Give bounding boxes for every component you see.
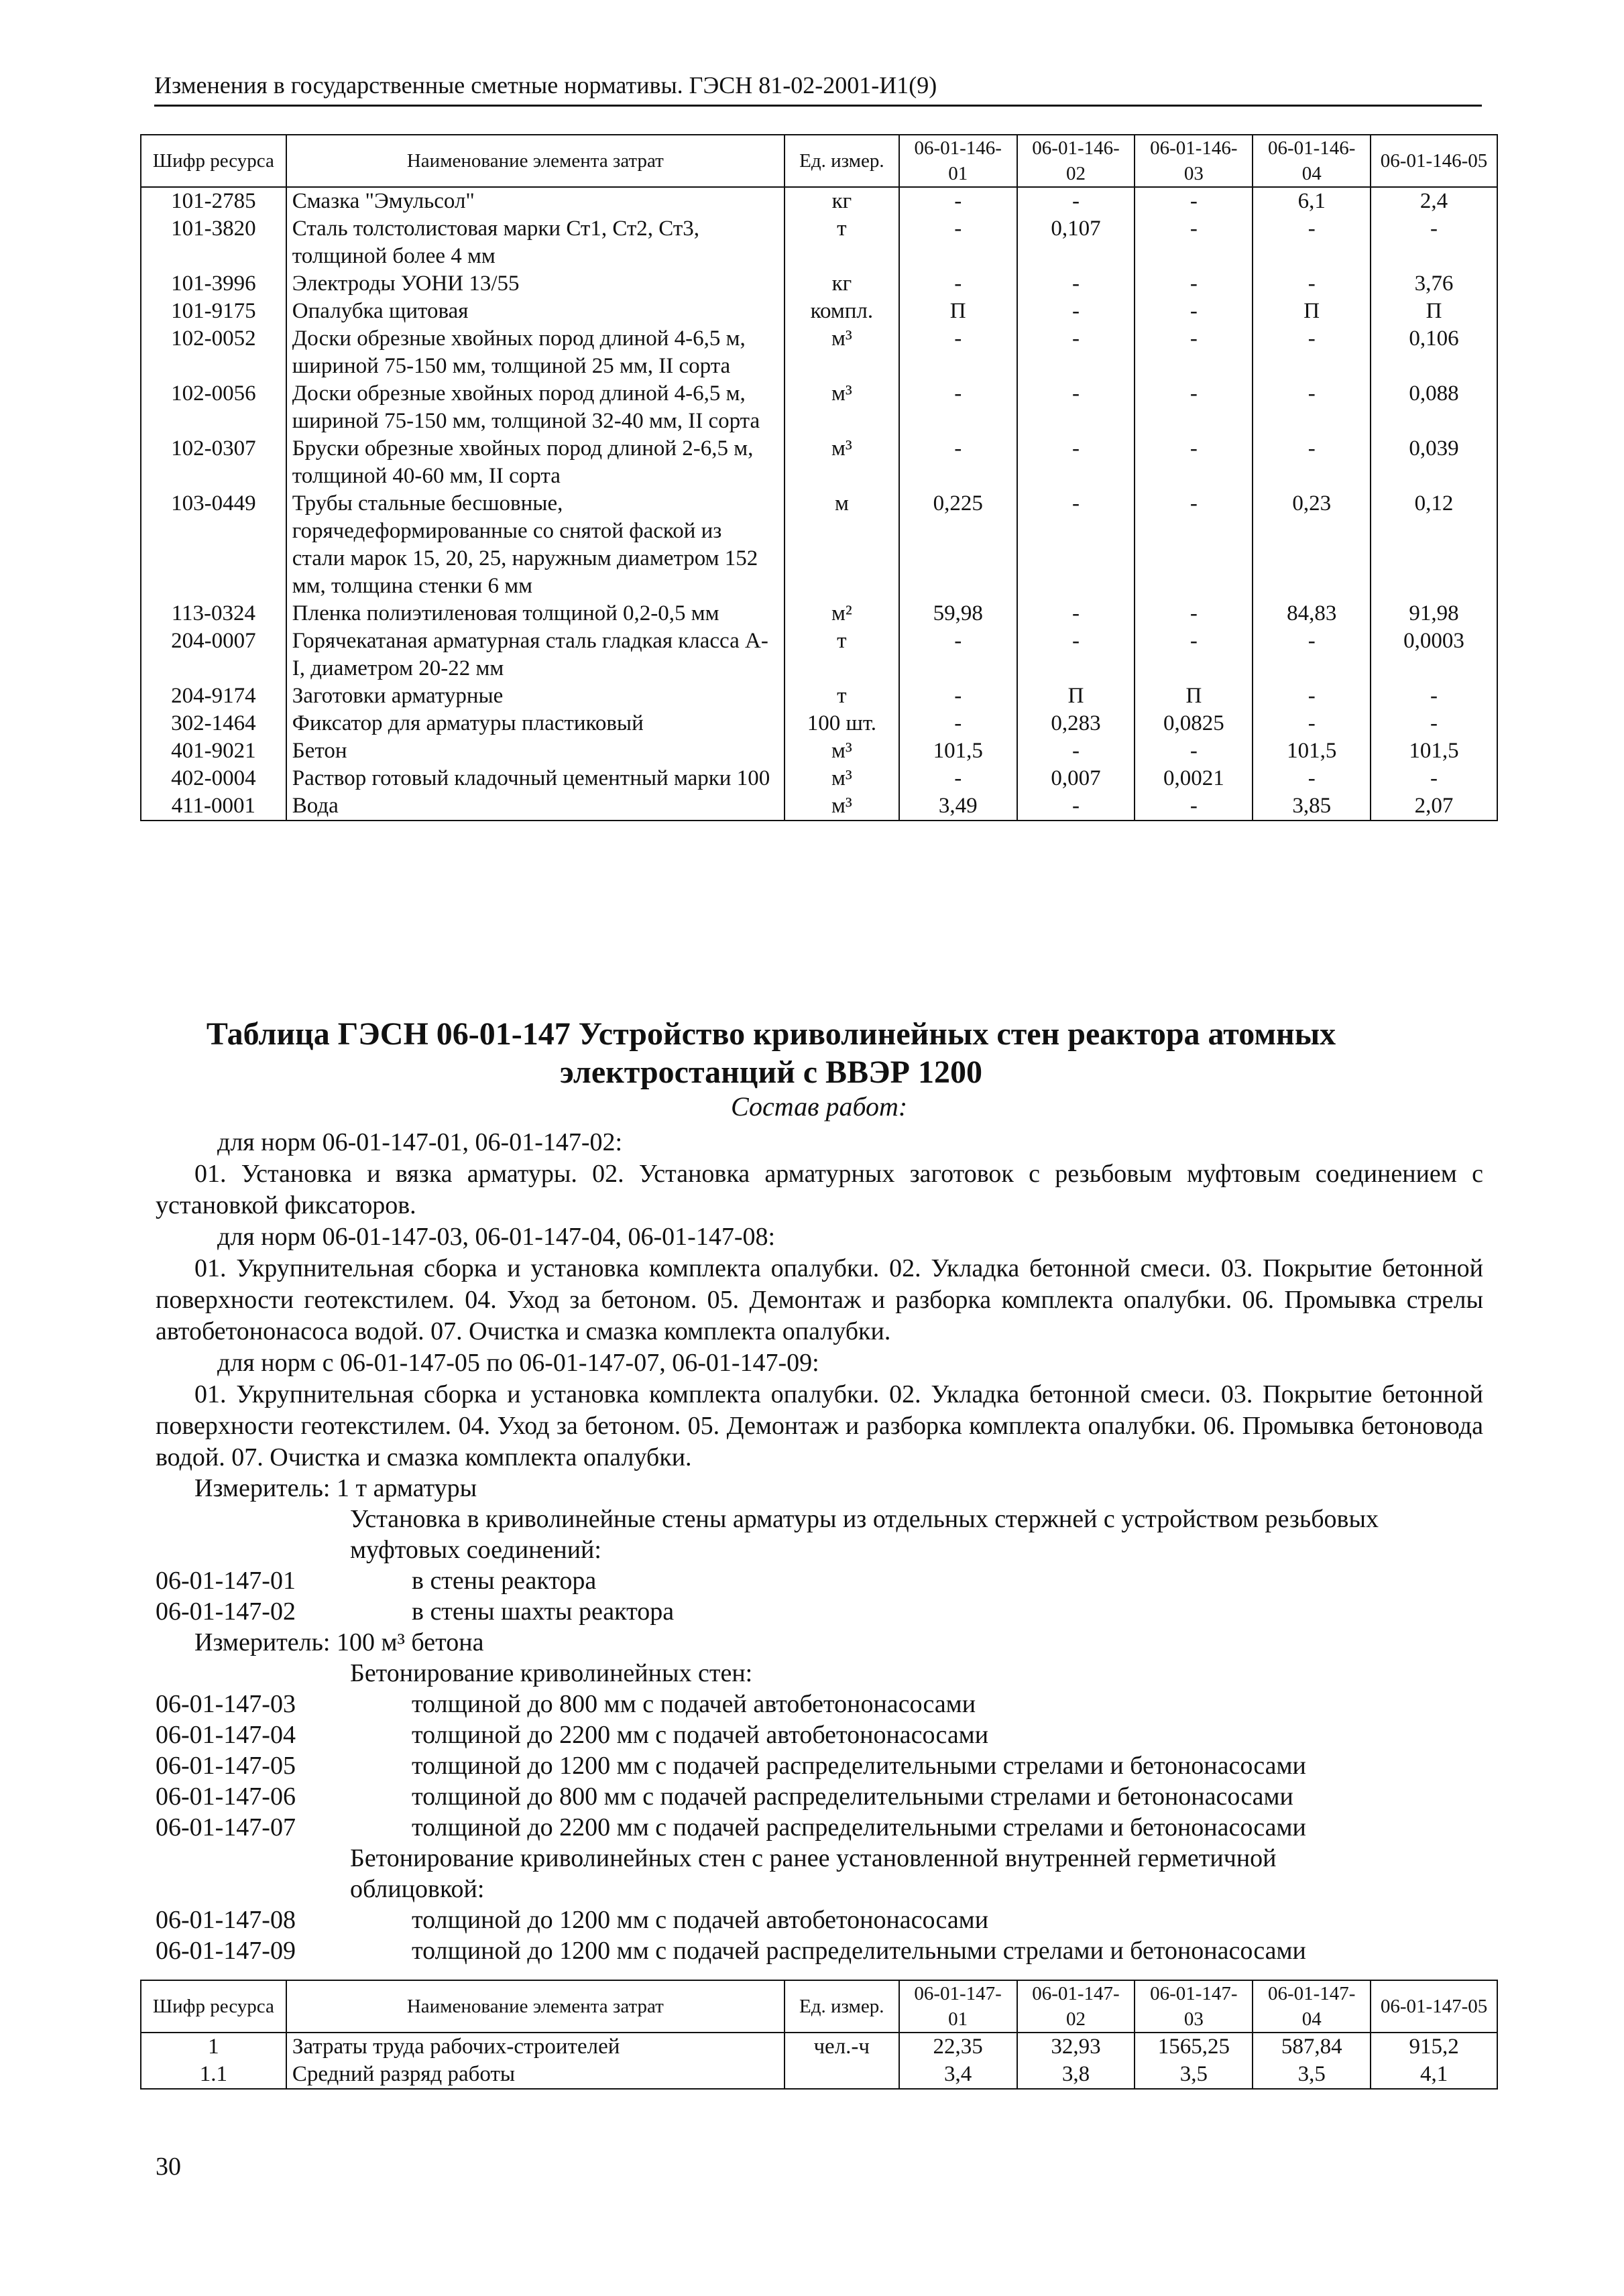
column-header: Ед. измер. [785,1980,899,2033]
norm-value: - [1017,270,1135,298]
resource-name: Бруски обрезные хвойных пород длиной 2-6,5 м, толщиной 40-60 мм, II сорта [286,435,785,490]
norm-value: - [1253,765,1371,792]
norm-code: 06-01-147-07 [156,1813,296,1841]
group2: Бетонирование криволинейных стен: [350,1659,753,1687]
table-row [141,2061,1497,2089]
resource-table-147 [140,1980,1498,2090]
group3-line1: Бетонирование криволинейных стен с ранее установленной внутренней герметичной [350,1844,1277,1872]
resource-unit: 100 шт. [785,710,899,737]
resource-unit: м³ [785,325,899,380]
resource-code: 113-0324 [141,600,286,627]
norms-text-2: 01. Укрупнительная сборка и установка комплекта опалубки. 02. Укладка бетонной смеси. 03. Покрытие бетонной поверхности геотекстилем. 04. Уход за бетоном. 05. Демонтаж и разборка комплекта опалубки. 06. Промывка стрелы автобетононасоса водой. 07. Очистка и смазка комплекта опалубки. [156,1254,1483,1345]
norms-block-1 [156,1127,1483,1221]
norm-value: - [1135,270,1253,298]
norm-value: - [1017,490,1135,600]
resource-unit: м [785,490,899,600]
norm-value: - [899,215,1017,270]
resource-code: 302-1464 [141,710,286,737]
column-header: 06-01-146-05 [1371,135,1497,187]
resource-code: 101-3820 [141,215,286,270]
resource-code: 204-9174 [141,682,286,710]
norm-value: - [1253,325,1371,380]
group1-line1: Установка в криволинейные стены арматуры из отдельных стержней с устройством резьбовых [350,1505,1379,1533]
composition-heading: Состав работ: [731,1091,908,1122]
resource-code: 103-0449 [141,490,286,600]
table-row [141,187,1497,215]
norm-value: - [1371,215,1497,270]
table-row [141,765,1497,792]
table-row [141,792,1497,821]
group3-line2: облицовкой: [350,1875,485,1903]
norms-block-3 [156,1347,1483,1473]
norm-value: 101,5 [899,737,1017,765]
resource-name: Доски обрезные хвойных пород длиной 4-6,5 м, шириной 75-150 мм, толщиной 32-40 мм, II сорта [286,380,785,435]
table-row [141,600,1497,627]
norm-value: - [899,682,1017,710]
norm-value: - [1017,600,1135,627]
column-header: Шифр ресурса [141,135,286,187]
table-row [141,215,1497,270]
norm-value: 915,2 [1371,2033,1497,2061]
norm-value: 3,76 [1371,270,1497,298]
norm-description: толщиной до 2200 мм с подачей распределительными стрелами и бетононасосами [412,1813,1306,1841]
norm-value: - [1017,435,1135,490]
resource-name: Сталь толстолистовая марки Ст1, Ст2, Ст3, толщиной более 4 мм [286,215,785,270]
resource-unit: м³ [785,792,899,821]
norm-code: 06-01-147-03 [156,1690,296,1718]
table-row [141,380,1497,435]
norms-text-3: 01. Укрупнительная сборка и установка комплекта опалубки. 02. Укладка бетонной смеси. 03. Покрытие бетонной поверхности геотекстилем. 04. Уход за бетоном. 05. Демонтаж и разборка комплекта опалубки. 06. Промывка бетоновода водой. 07. Очистка и смазка комплекта опалубки. [156,1380,1483,1471]
resource-name: Смазка "Эмульсол" [286,187,785,215]
norm-value: - [1135,435,1253,490]
norm-value: - [1253,627,1371,682]
column-header: 06-01-147-03 [1135,1980,1253,2033]
norm-value: - [1135,737,1253,765]
resource-code: 401-9021 [141,737,286,765]
resource-name: Средний разряд работы [286,2061,785,2089]
norms-label-3: для норм с 06-01-147-05 по 06-01-147-07, 06-01-147-09: [217,1349,819,1377]
table-row [141,435,1497,490]
resource-code: 101-2785 [141,187,286,215]
norm-value: - [1135,325,1253,380]
resource-unit: чел.-ч [785,2033,899,2061]
norm-value: - [1017,325,1135,380]
table-row [141,737,1497,765]
resource-name: Электроды УОНИ 13/55 [286,270,785,298]
measure-1: Измеритель: 1 т арматуры [194,1474,477,1502]
resource-unit: кг [785,270,899,298]
column-header: 06-01-146-04 [1253,135,1371,187]
norm-code: 06-01-147-05 [156,1752,296,1780]
resource-unit: т [785,215,899,270]
resource-code: 102-0052 [141,325,286,380]
norm-value: - [1135,627,1253,682]
page-number: 30 [156,2153,181,2181]
resource-name: Доски обрезные хвойных пород длиной 4-6,5 м, шириной 75-150 мм, толщиной 25 мм, II сорта [286,325,785,380]
norm-value: - [1017,298,1135,325]
resource-name: Фиксатор для арматуры пластиковый [286,710,785,737]
norm-description: в стены шахты реактора [412,1597,675,1626]
resource-name: Трубы стальные бесшовные, горячедеформированные со снятой фаской из стали марок 15, 20, 25, наружным диаметром 152 мм, толщина стенки 6 мм [286,490,785,600]
norm-value: 0,225 [899,490,1017,600]
norm-value: - [899,187,1017,215]
norms-block-2 [156,1221,1483,1347]
column-header: 06-01-146-03 [1135,135,1253,187]
page-header: Изменения в государственные сметные нормативы. ГЭСН 81-02-2001-И1(9) [154,66,1482,107]
norm-description: толщиной до 1200 мм с подачей распределительными стрелами и бетононасосами [412,1937,1306,1965]
norm-value: - [1017,792,1135,821]
table-row [141,325,1497,380]
norm-value: 84,83 [1253,600,1371,627]
column-header: Шифр ресурса [141,1980,286,2033]
norm-value: - [899,270,1017,298]
resource-name: Раствор готовый кладочный цементный марки 100 [286,765,785,792]
norm-value: 3,49 [899,792,1017,821]
norm-value: П [1253,298,1371,325]
norm-value: - [1135,490,1253,600]
resource-unit: м³ [785,435,899,490]
norm-value: - [1371,682,1497,710]
column-header: 06-01-147-01 [899,1980,1017,2033]
table-row [141,298,1497,325]
resource-code: 102-0056 [141,380,286,435]
norm-value: 101,5 [1253,737,1371,765]
resource-code: 411-0001 [141,792,286,821]
norm-value: 32,93 [1017,2033,1135,2061]
resource-code: 204-0007 [141,627,286,682]
table-row [141,710,1497,737]
norm-value: 0,23 [1253,490,1371,600]
norm-value: - [899,435,1017,490]
norm-value: 3,8 [1017,2061,1135,2089]
norm-value: - [1135,380,1253,435]
resource-code: 102-0307 [141,435,286,490]
norm-code: 06-01-147-08 [156,1906,296,1934]
norm-value: 2,4 [1371,187,1497,215]
resource-unit: м² [785,600,899,627]
norm-code: 06-01-147-02 [156,1597,296,1626]
norms-label-1: для норм 06-01-147-01, 06-01-147-02: [217,1128,623,1156]
resource-name: Затраты труда рабочих-строителей [286,2033,785,2061]
table-title-line1: Таблица ГЭСН 06-01-147 Устройство криволинейных стен реактора атомных [206,1016,1336,1052]
norm-value: - [1135,215,1253,270]
norm-value: - [899,325,1017,380]
norm-description: толщиной до 800 мм с подачей распределительными стрелами и бетононасосами [412,1783,1293,1811]
norm-value: П [1017,682,1135,710]
resource-code: 101-3996 [141,270,286,298]
norm-value: 0,088 [1371,380,1497,435]
norm-value: 91,98 [1371,600,1497,627]
norm-value: - [1135,600,1253,627]
norm-value: - [1017,187,1135,215]
norm-value: П [1371,298,1497,325]
norm-value: - [1253,270,1371,298]
resource-name: Горячекатаная арматурная сталь гладкая класса А-I, диаметром 20-22 мм [286,627,785,682]
column-header: 06-01-147-05 [1371,1980,1497,2033]
resource-unit: т [785,682,899,710]
norm-value: 0,0021 [1135,765,1253,792]
resource-name: Заготовки арматурные [286,682,785,710]
norm-value: - [1371,710,1497,737]
norm-value: - [1017,380,1135,435]
norm-value: 2,07 [1371,792,1497,821]
norm-value: - [899,765,1017,792]
norm-value: - [1017,627,1135,682]
norms-text-1: 01. Установка и вязка арматуры. 02. Установка арматурных заготовок с резьбовым муфтовым соединением с установкой фиксаторов. [156,1160,1483,1219]
column-header: Наименование элемента затрат [286,1980,785,2033]
norm-description: толщиной до 1200 мм с подачей распределительными стрелами и бетононасосами [412,1752,1306,1780]
norm-value: 0,283 [1017,710,1135,737]
resource-table-146 [140,134,1498,821]
norm-value: 4,1 [1371,2061,1497,2089]
resource-unit: м³ [785,380,899,435]
resource-code: 1 [141,2033,286,2061]
norm-value: - [1135,298,1253,325]
resource-unit: м³ [785,737,899,765]
norm-value: П [899,298,1017,325]
norm-description: в стены реактора [412,1567,597,1595]
table-title-line2: электростанций с ВВЭР 1200 [560,1054,982,1090]
resource-unit: м³ [785,765,899,792]
norm-value: 0,039 [1371,435,1497,490]
column-header: 06-01-146-01 [899,135,1017,187]
norm-value: - [1253,682,1371,710]
norm-value: 6,1 [1253,187,1371,215]
norm-value: П [1135,682,1253,710]
resource-code: 1.1 [141,2061,286,2089]
norm-value: - [1253,710,1371,737]
norm-value: 3,4 [899,2061,1017,2089]
resource-name: Вода [286,792,785,821]
norm-value: - [1253,380,1371,435]
norm-value: - [1371,765,1497,792]
resource-name: Опалубка щитовая [286,298,785,325]
resource-code: 101-9175 [141,298,286,325]
norm-code: 06-01-147-01 [156,1567,296,1595]
norm-value: 0,12 [1371,490,1497,600]
norm-value: - [899,710,1017,737]
column-header: Наименование элемента затрат [286,135,785,187]
norm-description: толщиной до 1200 мм с подачей автобетононасосами [412,1906,989,1934]
norm-value: - [1135,187,1253,215]
table-row [141,627,1497,682]
resource-unit: т [785,627,899,682]
column-header: Ед. измер. [785,135,899,187]
norm-value: - [1253,215,1371,270]
resource-unit: кг [785,187,899,215]
norm-description: толщиной до 2200 мм с подачей автобетононасосами [412,1721,989,1749]
resource-name: Пленка полиэтиленовая толщиной 0,2-0,5 мм [286,600,785,627]
norm-value: - [899,627,1017,682]
measure-2: Измеритель: 100 м³ бетона [194,1628,484,1656]
norm-value: - [899,380,1017,435]
norm-value: 0,0003 [1371,627,1497,682]
norm-value: 3,5 [1135,2061,1253,2089]
norm-value: 3,85 [1253,792,1371,821]
norm-value: 0,007 [1017,765,1135,792]
norm-value: - [1017,737,1135,765]
column-header: 06-01-146-02 [1017,135,1135,187]
norm-value: 22,35 [899,2033,1017,2061]
norm-value: 587,84 [1253,2033,1371,2061]
table-row [141,490,1497,600]
norms-label-2: для норм 06-01-147-03, 06-01-147-04, 06-01-147-08: [217,1223,776,1251]
norm-value: 59,98 [899,600,1017,627]
table-row [141,270,1497,298]
norm-value: 101,5 [1371,737,1497,765]
resource-name: Бетон [286,737,785,765]
norm-value: 0,107 [1017,215,1135,270]
norm-code: 06-01-147-09 [156,1937,296,1965]
table-row [141,2033,1497,2061]
norm-value: 0,106 [1371,325,1497,380]
norm-value: - [1135,792,1253,821]
resource-unit [785,2061,899,2089]
table-row [141,682,1497,710]
norm-code: 06-01-147-04 [156,1721,296,1749]
norm-value: 3,5 [1253,2061,1371,2089]
column-header: 06-01-147-02 [1017,1980,1135,2033]
resource-code: 402-0004 [141,765,286,792]
norm-description: толщиной до 800 мм с подачей автобетононасосами [412,1690,976,1718]
norm-value: 0,0825 [1135,710,1253,737]
norm-code: 06-01-147-06 [156,1783,296,1811]
resource-unit: компл. [785,298,899,325]
norm-value: 1565,25 [1135,2033,1253,2061]
group1-line2: муфтовых соединений: [350,1536,601,1564]
norm-value: - [1253,435,1371,490]
column-header: 06-01-147-04 [1253,1980,1371,2033]
